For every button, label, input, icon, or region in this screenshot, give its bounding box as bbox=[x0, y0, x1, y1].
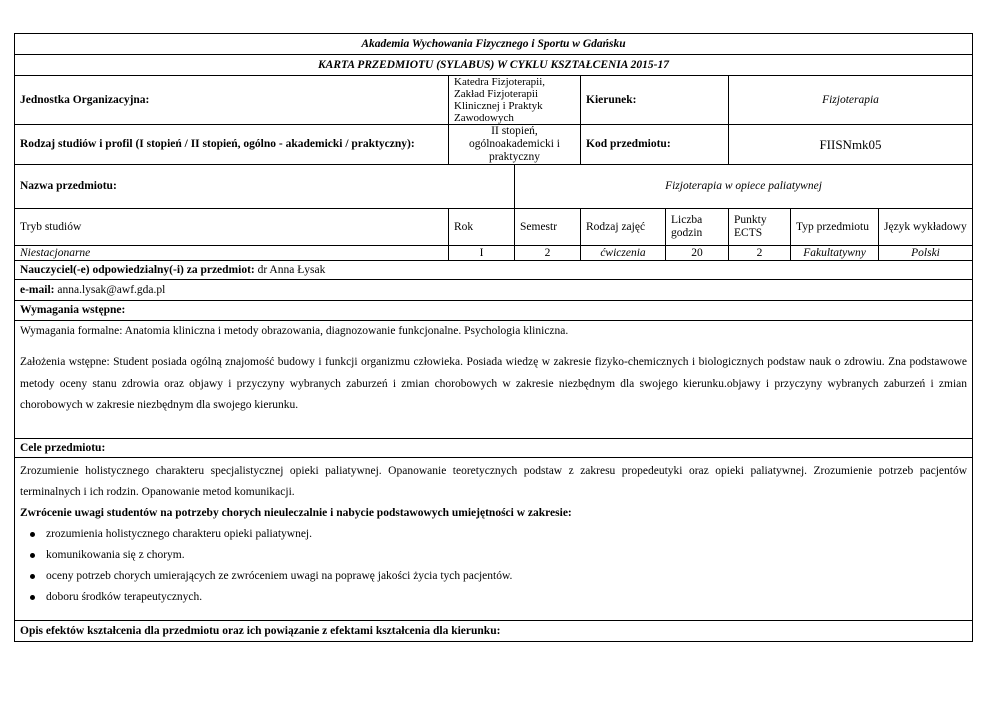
list-item bbox=[20, 566, 967, 587]
code-value: FIISNmk05 bbox=[729, 125, 973, 165]
email-address[interactable]: anna.lysak@awf.gda.pl bbox=[54, 283, 166, 296]
subject-label: Nazwa przedmiotu: bbox=[15, 165, 515, 209]
syllabus-table bbox=[14, 33, 973, 642]
teacher-row bbox=[15, 261, 973, 280]
requirements-formal: Wymagania formalne: Anatomia kliniczna i metody obrazowania, diagnozowanie funkcjonalne. Psychologia kliniczna. bbox=[20, 325, 569, 337]
grid-value-class-type: ćwiczenia bbox=[581, 246, 666, 261]
teacher-label: Nauczyciel(-e) odpowiedzialny(-i) za przedmiot: bbox=[20, 263, 255, 276]
grid-header-year: Rok bbox=[449, 209, 515, 246]
grid-value-type: Fakultatywny bbox=[791, 246, 879, 261]
grid-header-type: Typ przedmiotu bbox=[791, 209, 879, 246]
syllabus-sheet bbox=[14, 33, 972, 642]
unit-label: Jednostka Organizacyjna: bbox=[15, 76, 449, 125]
list-item-text: oceny potrzeb chorych umierających ze zwróceniem uwagi na poprawę jakości życia tych pacjentów. bbox=[46, 570, 513, 582]
code-label: Kod przedmiotu: bbox=[581, 125, 729, 165]
list-item-text: zrozumienia holistycznego charakteru opieki paliatywnej. bbox=[46, 528, 312, 540]
unit-value: Katedra Fizjoterapii, Zakład Fizjoterapii Klinicznej i Praktyk Zawodowych bbox=[449, 76, 581, 125]
grid-value-year: I bbox=[449, 246, 515, 261]
grid-header-class-type: Rodzaj zajęć bbox=[581, 209, 666, 246]
goals-heading: Cele przedmiotu: bbox=[15, 439, 973, 458]
goals-list bbox=[20, 524, 967, 608]
grid-header-language: Język wykładowy bbox=[879, 209, 973, 246]
bullet-icon bbox=[30, 532, 35, 537]
direction-label: Kierunek: bbox=[581, 76, 729, 125]
goals-text: Zrozumienie holistycznego charakteru specjalistycznej opieki paliatywnej. Opanowanie teoretycznych podstaw z zakresu propedeutyki oraz opieki paliatywnej. Zrozumienie potrzeb pacjentów terminalnych i ich rodzin. Opanowanie metod komunikacji. bbox=[20, 465, 967, 498]
outcomes-heading: Opis efektów kształcenia dla przedmiotu oraz ich powiązanie z efektami kształcenia dla kierunku: bbox=[15, 621, 973, 642]
card-title: KARTA PRZEDMIOTU (SYLABUS) W CYKLU KSZTAŁCENIA 2015-17 bbox=[15, 55, 973, 76]
grid-header-semester: Semestr bbox=[515, 209, 581, 246]
grid-header-mode: Tryb studiów bbox=[15, 209, 449, 246]
list-item bbox=[20, 545, 967, 566]
bullet-icon bbox=[30, 595, 35, 600]
studies-label: Rodzaj studiów i profil (I stopień / II stopień, ogólno - akademicki / praktyczny): bbox=[15, 125, 449, 165]
grid-value-mode: Niestacjonarne bbox=[15, 246, 449, 261]
email-label: e-mail: bbox=[20, 283, 55, 296]
subject-value: Fizjoterapia w opiece paliatywnej bbox=[515, 165, 973, 209]
bullet-icon bbox=[30, 553, 35, 558]
goals-body bbox=[15, 458, 973, 621]
goals-subheading: Zwrócenie uwagi studentów na potrzeby chorych nieuleczalnie i nabycie podstawowych umiejętności w zakresie: bbox=[20, 507, 572, 519]
grid-value-language: Polski bbox=[879, 246, 973, 261]
list-item bbox=[20, 587, 967, 608]
bullet-icon bbox=[30, 574, 35, 579]
studies-value: II stopień, ogólnoakademicki i praktyczny bbox=[449, 125, 581, 165]
email-row bbox=[15, 280, 973, 301]
institution-name: Akademia Wychowania Fizycznego i Sportu w Gdańsku bbox=[15, 34, 973, 55]
grid-value-hours: 20 bbox=[666, 246, 729, 261]
requirements-body bbox=[15, 321, 973, 439]
grid-value-ects: 2 bbox=[729, 246, 791, 261]
list-item bbox=[20, 524, 967, 545]
list-item-text: komunikowania się z chorym. bbox=[46, 549, 185, 561]
requirements-assumptions: Założenia wstępne: Student posiada ogólną znajomość budowy i funkcji organizmu człowieka. Posiada wiedzę w zakresie fizyko-chemicznych i biologicznych podstaw nauk o zdrowiu. Zna podstawowe metody oceny stanu zdrowia oraz objawy i przyczyny wybranych zaburzeń i zmian chorobowych w zakresie niezbędnym dla swojego kierunku.objawy i przyczyny wybranych zaburzeń i zmian chorobowych w zakresie niezbędnym dla swojego kierunku. bbox=[20, 356, 967, 411]
direction-value: Fizjoterapia bbox=[729, 76, 973, 125]
grid-header-ects: Punkty ECTS bbox=[729, 209, 791, 246]
teacher-name: dr Anna Łysak bbox=[254, 263, 326, 276]
list-item-text: doboru środków terapeutycznych. bbox=[46, 591, 203, 603]
requirements-heading: Wymagania wstępne: bbox=[15, 301, 973, 321]
grid-header-hours: Liczba godzin bbox=[666, 209, 729, 246]
grid-value-semester: 2 bbox=[515, 246, 581, 261]
